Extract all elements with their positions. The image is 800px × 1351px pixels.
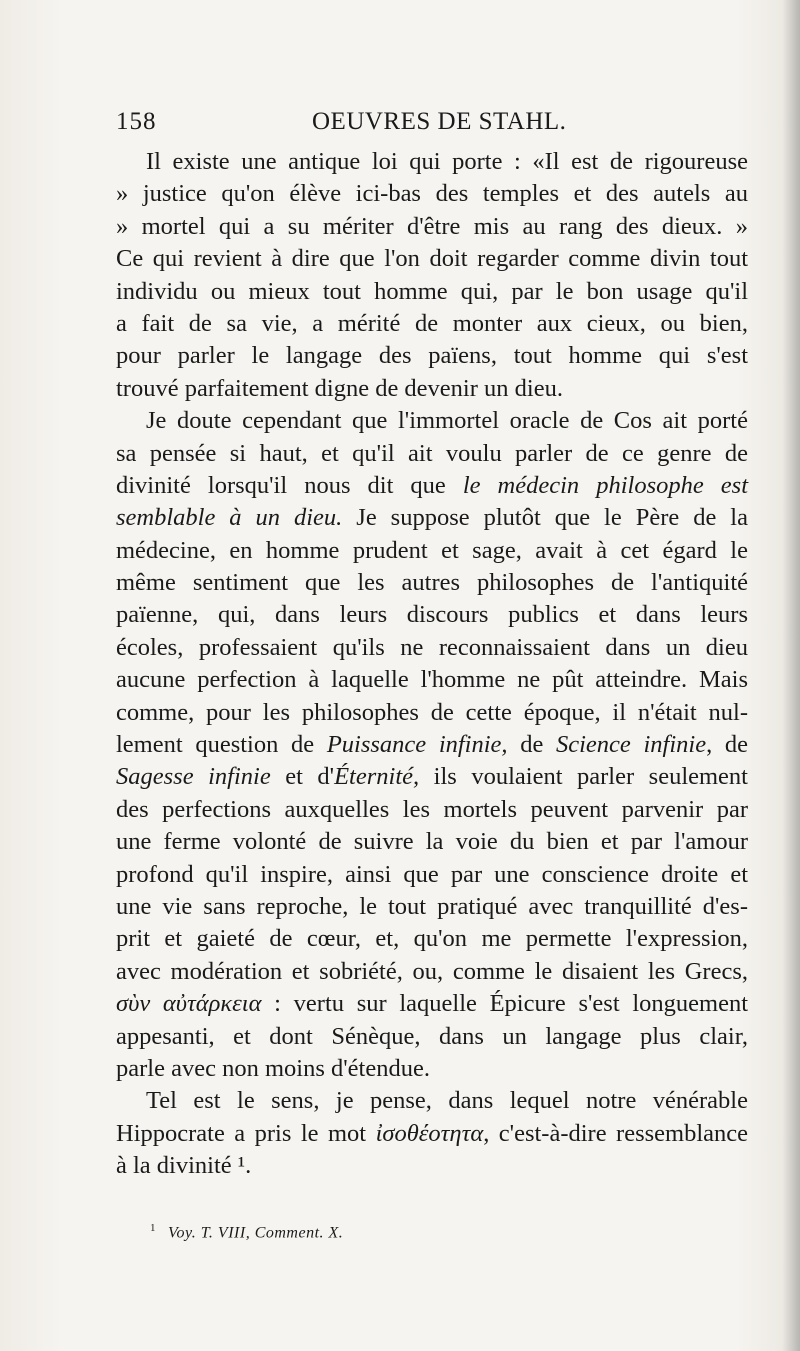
footnote-marker: 1 [150, 1222, 156, 1234]
text-line [116, 276, 748, 308]
text-segment: lement question de [116, 731, 327, 759]
body-text [116, 146, 748, 1183]
paragraph [116, 146, 748, 405]
text-line [116, 1118, 748, 1150]
italic-text: Science infinie [556, 731, 707, 759]
text-segment: ils voulaient parler seulement [419, 763, 748, 791]
text-line [116, 243, 748, 275]
page-edge-shadow [782, 0, 800, 1351]
text-segment: parle avec non moins d'étendue. [116, 1054, 430, 1082]
text-segment: païenne, qui, dans leurs discours publics et dans leurs [116, 601, 748, 629]
text-line [116, 988, 748, 1020]
text-line [116, 340, 748, 372]
text-line [116, 535, 748, 567]
text-segment: Je doute cependant que l'immortel oracle de Cos ait porté [146, 407, 748, 435]
text-segment: prit et gaieté de cœur, et, qu'on me permette l'expression, [116, 925, 748, 953]
text-segment: divinité lorsqu'il nous dit que [116, 471, 463, 499]
text-segment: pour parler le langage des païens, tout homme qui s'est [116, 342, 748, 370]
text-line [116, 211, 748, 243]
text-segment: écoles, professaient qu'ils ne reconnaissaient dans un dieu [116, 633, 748, 661]
text-line [116, 923, 748, 955]
italic-text: Puissance infinie, [326, 731, 508, 759]
text-line [116, 891, 748, 923]
text-segment: Hippocrate a pris le mot [116, 1119, 376, 1147]
text-line [116, 405, 748, 437]
text-line [116, 502, 748, 534]
text-segment: une vie sans reproche, le tout pratiqué avec tranquillité d'es- [116, 892, 748, 920]
text-line [116, 146, 748, 178]
text-segment: : vertu sur laquelle Épicure s'est longuement [261, 990, 748, 1018]
text-line [116, 1085, 748, 1117]
text-line [116, 729, 748, 761]
text-line [116, 632, 748, 664]
text-segment: médecine, en homme prudent et sage, avait à cet égard le [116, 536, 748, 564]
text-line [116, 438, 748, 470]
text-segment: trouvé parfaitement digne de devenir un dieu. [116, 374, 563, 402]
italic-text: Sagesse infinie [116, 763, 271, 791]
text-line [116, 1053, 748, 1085]
text-segment: de [507, 731, 556, 759]
text-segment: , c'est-à-dire ressemblance [483, 1119, 748, 1147]
italic-text: Éternité, [334, 763, 420, 791]
text-line [116, 1021, 748, 1053]
italic-text: σὺν αὐτάρκεια [116, 990, 262, 1018]
text-line [116, 859, 748, 891]
text-segment: » justice qu'on élève ici-bas des temples et des autels au [116, 180, 748, 208]
text-line [116, 567, 748, 599]
page-number: 158 [116, 108, 157, 135]
text-line [116, 826, 748, 858]
text-segment: des perfections auxquelles les mortels peuvent parvenir par [116, 795, 748, 823]
text-segment: et d' [270, 763, 335, 791]
footnote [150, 1222, 343, 1242]
text-segment: » mortel qui a su mériter d'être mis au rang des dieux. » [116, 212, 748, 240]
italic-text: ἰσοθέοτητα [375, 1119, 484, 1147]
text-segment: sa pensée si haut, et qu'il ait voulu parler de ce genre de [116, 439, 748, 467]
italic-text: le médecin philosophe est [462, 471, 748, 499]
text-segment: Je suppose plutôt que le Père de la [342, 504, 748, 532]
text-segment: a fait de sa vie, a mérité de monter aux cieux, ou bien, [116, 309, 748, 337]
text-segment: avec modération et sobriété, ou, comme le disaient les Grecs, [116, 957, 748, 985]
text-line [116, 599, 748, 631]
text-line [116, 761, 748, 793]
text-segment: Il existe une antique loi qui porte : «Il est de rigoureuse [146, 148, 748, 175]
text-line [116, 1150, 748, 1182]
text-segment: aucune perfection à laquelle l'homme ne pût atteindre. Mais [116, 666, 748, 694]
text-segment: appesanti, et dont Sénèque, dans un langage plus clair, [116, 1022, 748, 1050]
text-line [116, 470, 748, 502]
paragraph [116, 1085, 748, 1182]
text-line [116, 373, 748, 405]
text-line [116, 308, 748, 340]
page-header [116, 108, 676, 138]
text-line [116, 664, 748, 696]
text-segment: une ferme volonté de suivre la voie du bien et par l'amour [116, 828, 748, 856]
text-segment: à la divinité ¹. [116, 1152, 252, 1180]
text-line [116, 956, 748, 988]
text-line [116, 697, 748, 729]
text-segment: Tel est le sens, je pense, dans lequel notre vénérable [146, 1087, 748, 1115]
text-segment: comme, pour les philosophes de cette époque, il n'était nul- [116, 698, 748, 726]
footnote-text: Voy. T. VIII, Comment. X. [168, 1224, 344, 1242]
text-segment: , de [706, 731, 748, 759]
paragraph [116, 405, 748, 1085]
text-line [116, 178, 748, 210]
text-segment: profond qu'il inspire, ainsi que par une conscience droite et [116, 860, 748, 888]
italic-text: semblable à un dieu. [116, 504, 343, 532]
text-segment: même sentiment que les autres philosophes de l'antiquité [116, 569, 748, 597]
text-segment: Ce qui revient à dire que l'on doit regarder comme divin tout [116, 245, 748, 273]
text-segment: individu ou mieux tout homme qui, par le bon usage qu'il [116, 277, 748, 305]
text-line [116, 794, 748, 826]
running-head: OEUVRES DE STAHL. [312, 108, 567, 135]
